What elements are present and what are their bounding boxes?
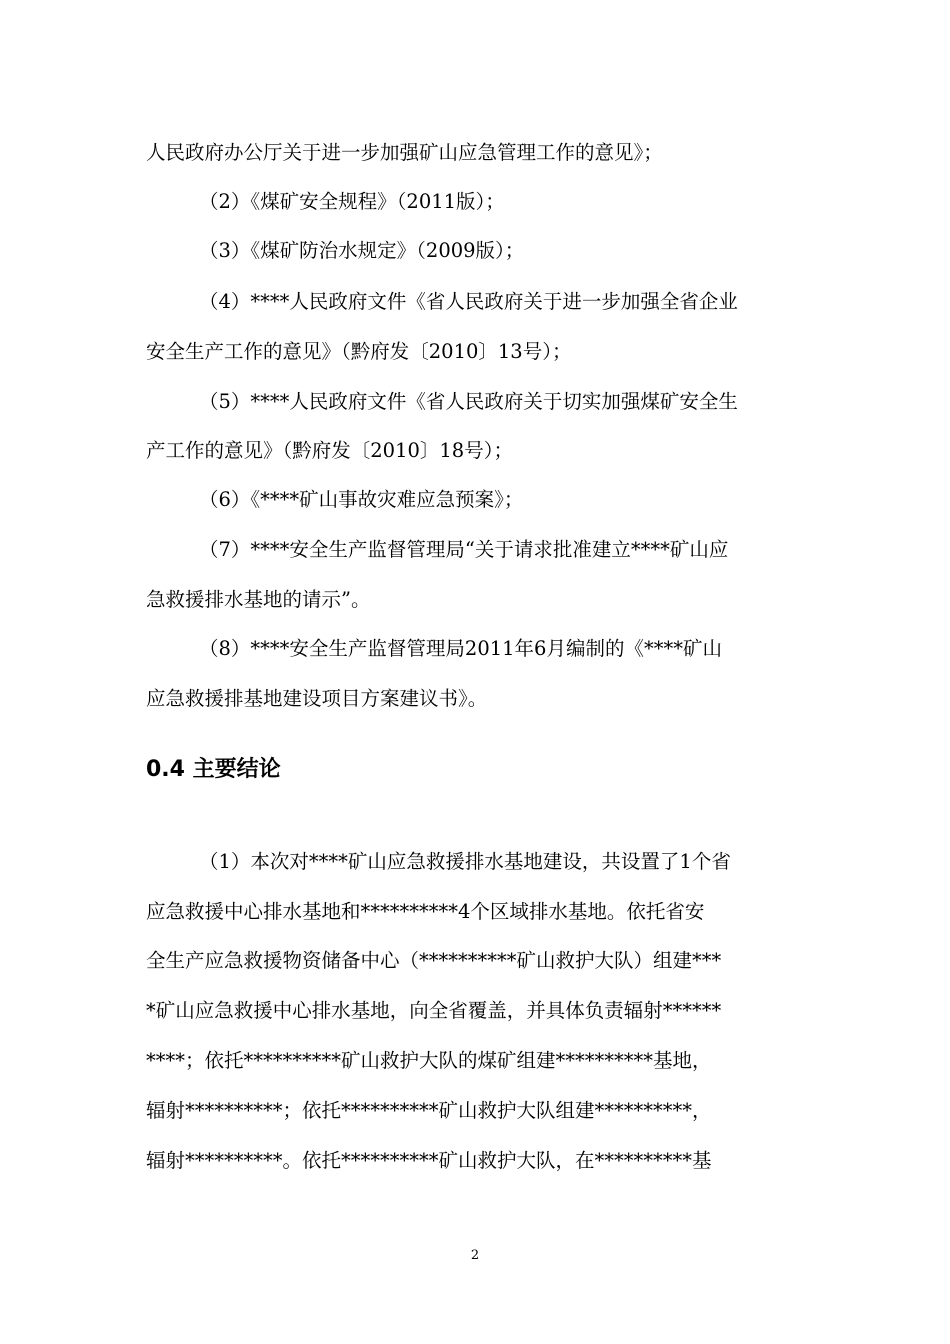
text-line: 全生产应急救援物资储备中心（**********矿山救护大队）组建*** [146,949,722,972]
conclusion-item-1: （1）本次对****矿山应急救援排水基地建设，共设置了1个省 [199,850,731,873]
text-line: 应急救援排基地建设项目方案建议书》。 [146,687,488,710]
page-number: 2 [470,1248,480,1263]
text-line: 辐射**********；依托**********矿山救护大队组建**********， [146,1099,712,1122]
text-line: 急救援排水基地的请示”。 [146,588,371,611]
text-line: 产工作的意见》（黔府发〔2010〕18号）； [146,439,513,462]
list-item-4: （4）****人民政府文件《省人民政府关于进一步加强全省企业 [199,290,738,313]
text-line: 人民政府办公厅关于进一步加强矿山应急管理工作的意见》； [146,141,663,164]
text-line: 安全生产工作的意见》（黔府发〔2010〕13号）； [146,340,572,363]
list-item-3: （3）《煤矿防治水规定》（2009版）； [199,239,525,262]
list-item-5: （5）****人民政府文件《省人民政府关于切实加强煤矿安全生 [199,390,738,413]
list-item-6: （6）《****矿山事故灾难应急预案》； [199,488,524,511]
text-line: 应急救援中心排水基地和**********4个区域排水基地。依托省安 [146,900,705,923]
text-line: *矿山应急救援中心排水基地，向全省覆盖，并具体负责辐射****** [146,999,722,1022]
list-item-7: （7）****安全生产监督管理局“关于请求批准建立****矿山应 [199,538,729,561]
text-line: ****；依托**********矿山救护大队的煤矿组建**********基地， [146,1049,712,1072]
list-item-8: （8）****安全生产监督管理局2011年6月编制的《****矿山 [199,637,722,660]
section-heading: 0.4 主要结论 [146,757,281,782]
text-line: 辐射**********。依托**********矿山救护大队，在**********基 [146,1149,712,1172]
list-item-2: （2）《煤矿安全规程》（2011版）； [199,190,505,213]
